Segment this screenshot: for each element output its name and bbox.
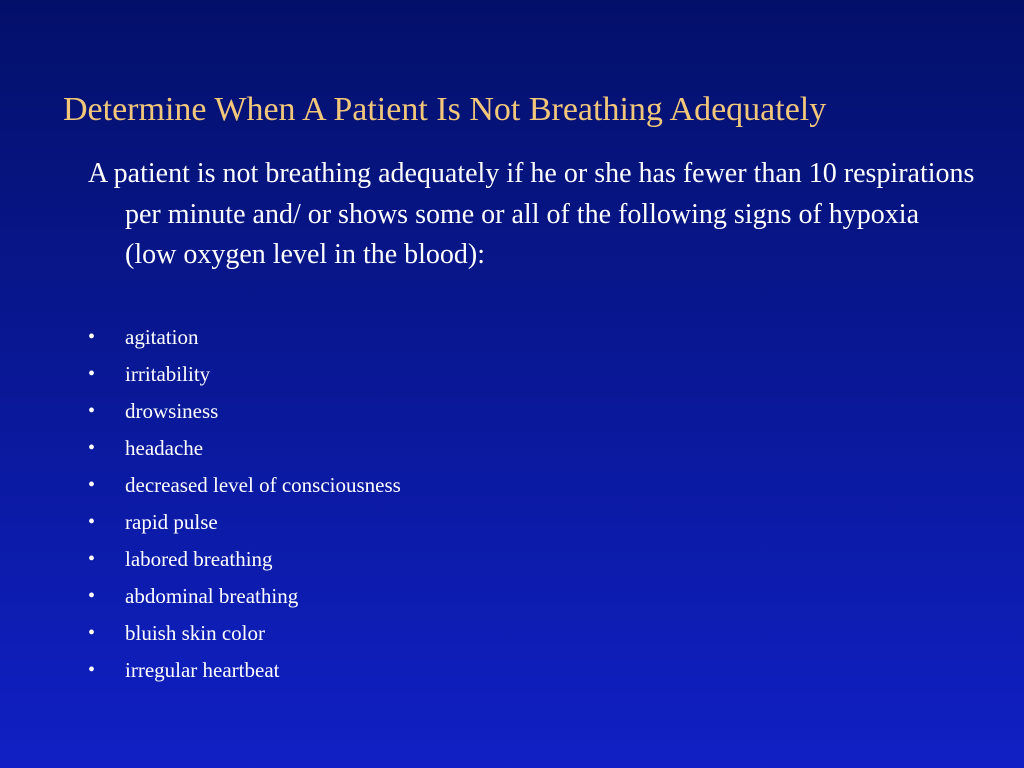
list-item-label: agitation — [125, 325, 199, 349]
list-item-label: bluish skin color — [125, 621, 265, 645]
intro-paragraph: A patient is not breathing adequately if he or she has fewer than 10 respirations per minute and/ or shows some or all of the following signs of hypoxia (low oxygen level in the blood): — [88, 158, 975, 270]
list-item — [88, 393, 401, 430]
list-item — [88, 652, 401, 689]
list-item — [88, 615, 401, 652]
list-item — [88, 430, 401, 467]
bullet-icon: • — [88, 400, 96, 422]
list-item-label: abdominal breathing — [125, 584, 299, 608]
bullet-icon: • — [88, 622, 96, 644]
bullet-icon: • — [88, 363, 96, 385]
list-item-label: rapid pulse — [125, 510, 218, 534]
list-item-label: headache — [125, 436, 204, 460]
list-item-label: irregular heartbeat — [125, 658, 280, 682]
bullet-icon: • — [88, 548, 96, 570]
bullet-icon: • — [88, 585, 96, 607]
bullet-icon: • — [88, 326, 96, 348]
list-item-label: labored breathing — [125, 547, 273, 571]
list-item-label: drowsiness — [125, 399, 219, 423]
list-item — [88, 319, 401, 356]
bullet-icon: • — [88, 511, 96, 533]
bullet-icon: • — [88, 437, 96, 459]
signs-list — [88, 319, 401, 689]
bullet-icon: • — [88, 659, 96, 681]
slide-title: Determine When A Patient Is Not Breathing Adequately — [63, 91, 827, 128]
bullet-icon: • — [88, 474, 96, 496]
list-item-label: irritability — [125, 362, 211, 386]
list-item-label: decreased level of consciousness — [125, 473, 401, 497]
list-item — [88, 504, 401, 541]
list-item — [88, 578, 401, 615]
list-item — [88, 356, 401, 393]
list-item — [88, 541, 401, 578]
list-item — [88, 467, 401, 504]
